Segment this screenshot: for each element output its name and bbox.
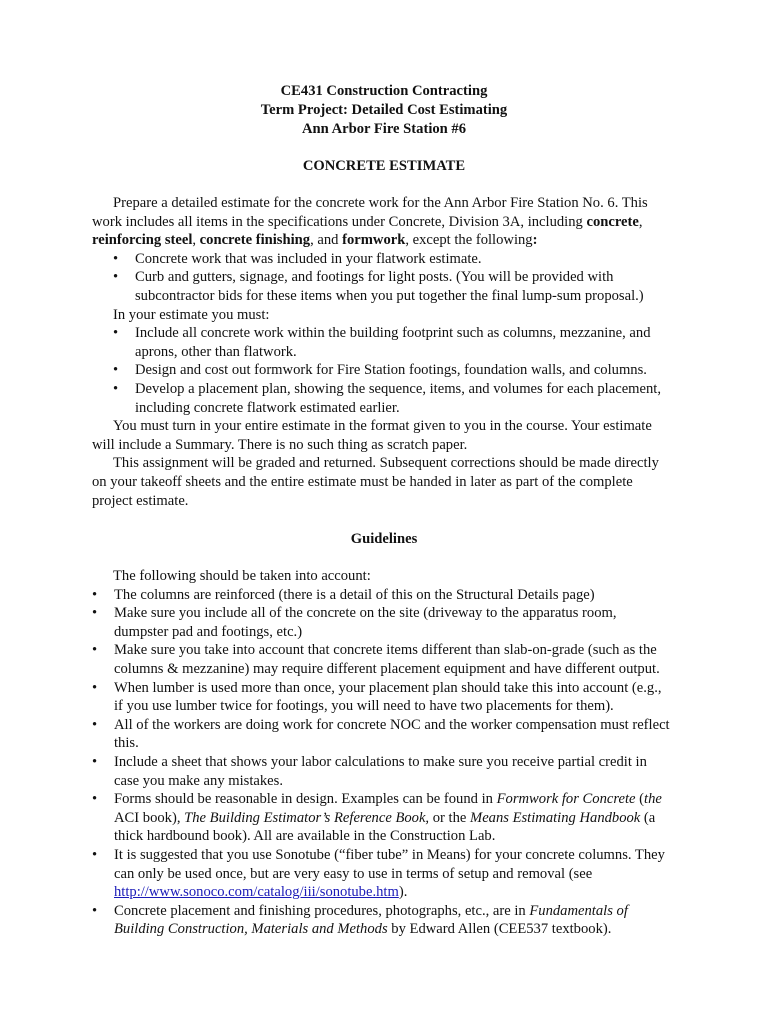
sonotube-link[interactable]: http://www.sonoco.com/catalog/iii/sonotube.htm xyxy=(114,884,399,901)
list-item: • Make sure you include all of the concrete on the site (driveway to the apparatus room, dumpster pad and footings, etc.) xyxy=(92,605,617,640)
project-title: Term Project: Detailed Cost Estimating xyxy=(260,102,508,118)
course-title: CE431 Construction Contracting xyxy=(280,83,488,99)
must-intro: In your estimate you must: xyxy=(113,306,270,323)
list-item: • All of the workers are doing work for concrete NOC and the worker compensation must reflect this. xyxy=(92,716,670,752)
guidelines-list xyxy=(92,586,672,939)
list-item: • Curb and gutters, signage, and footings for light posts. (You will be provided with subcontractor bids for these items when you put together the final lump-sum proposal.) xyxy=(113,269,644,304)
list-item: • Concrete work that was included in your flatwork estimate. xyxy=(113,250,482,267)
list-item: • Include a sheet that shows your labor calculations to make sure you receive partial credit in case you make any mistakes. xyxy=(92,753,647,789)
project-subtitle: Ann Arbor Fire Station #6 xyxy=(301,121,467,137)
exceptions-list xyxy=(92,250,672,306)
list-item: • Design and cost out formwork for Fire Station footings, foundation walls, and columns. xyxy=(113,362,647,379)
guidelines-heading: Guidelines xyxy=(350,531,418,547)
list-item: • It is suggested that you use Sonotube (“fiber tube” in Means) for your concrete columns. They can only be used once, but are very easy to use in terms of setup and removal (see http://www.sonoco.com/catalog/iii/sonotube.htm). xyxy=(92,846,665,901)
turn-in-paragraph: You must turn in your entire estimate in the format given to you in the course. Your estimate will include a Summary. There is no such thing as scratch paper. xyxy=(92,418,652,453)
document-header xyxy=(0,82,768,139)
guidelines-intro: The following should be taken into account: xyxy=(113,568,371,584)
requirements-list xyxy=(92,324,672,417)
concrete-estimate-heading: CONCRETE ESTIMATE xyxy=(302,158,466,174)
list-item: • Concrete placement and finishing procedures, photographs, etc., are in Fundamentals of Building Construction, Materials and Methods by Edward Allen (CEE537 textbook). xyxy=(92,902,628,938)
guidelines-section xyxy=(92,567,672,939)
graded-paragraph: This assignment will be graded and returned. Subsequent corrections should be made directly on your takeoff sheets and the entire estimate must be handed in later as part of the complete project estimate. xyxy=(92,455,659,509)
list-item: • Develop a placement plan, showing the sequence, items, and volumes for each placement, including concrete flatwork estimated earlier. xyxy=(113,380,662,416)
list-item: • Forms should be reasonable in design. Examples can be found in Formwork for Concrete (the ACI book), The Building Estimator’s Reference Book, or the Means Estimating Handbook (a thick hardbound book). All are available in the Construction Lab. xyxy=(92,791,662,845)
concrete-section xyxy=(92,194,672,510)
list-item: • The columns are reinforced (there is a detail of this on the Structural Details page) xyxy=(92,586,595,603)
list-item: • Include all concrete work within the building footprint such as columns, mezzanine, and aprons, other than flatwork. xyxy=(113,325,651,360)
list-item: • Make sure you take into account that concrete items different than slab-on-grade (such as the columns & mezzanine) may require different placement equipment and have different output. xyxy=(92,642,660,677)
intro-paragraph: Prepare a detailed estimate for the concrete work for the Ann Arbor Fire Station No. 6. This work includes all items in the specifications under Concrete, Division 3A, including concrete, reinforcing steel, concrete finishing, and formwork, except the following: xyxy=(92,195,648,249)
list-item: • When lumber is used more than once, your placement plan should take this into account (e.g., if you use lumber twice for footings, you will need to have two placements for them). xyxy=(92,679,662,715)
